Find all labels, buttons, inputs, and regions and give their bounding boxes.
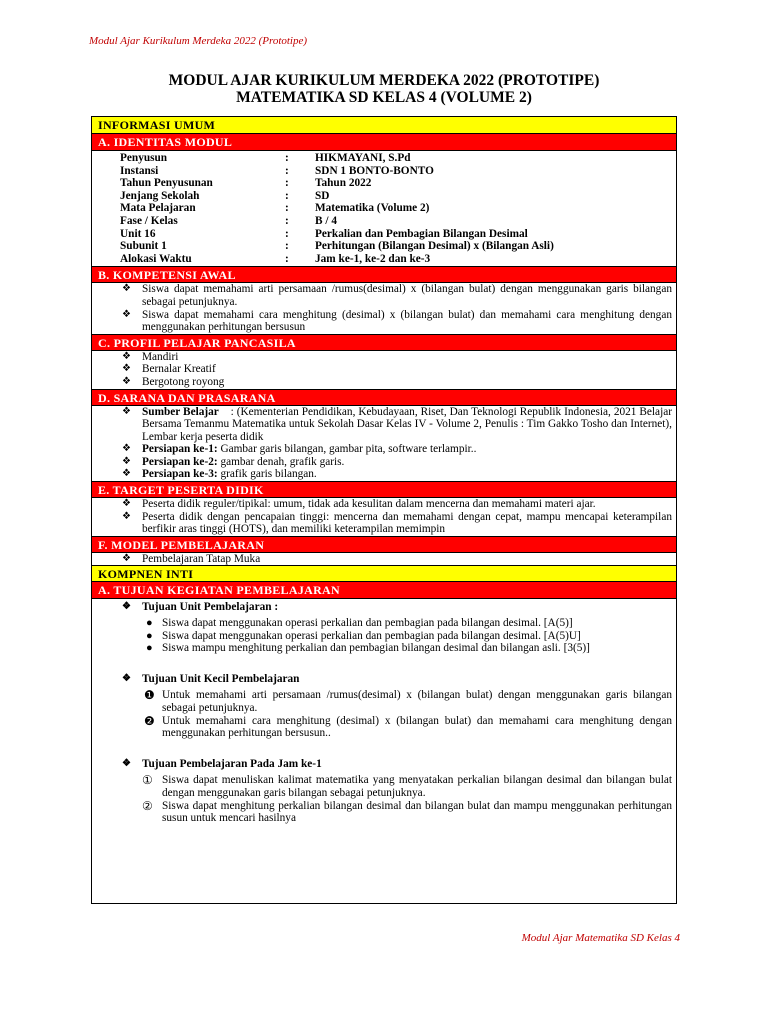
list-item: ❖ Sumber Belajar : (Kementerian Pendidikan, Kebudayaan, Riset, Dan Teknologi Republik Indonesia, 2021 Belajar Bersama Temanmu Matematika untuk Sekolah Dasar Kelas IV - Volume 2, Penulis : Tim Gakko Tosho dan Internet), Lembar kerja peserta didik	[122, 405, 672, 443]
bullet-icon: ●	[146, 642, 153, 655]
tujuan-kecil-label: ❖ Tujuan Unit Kecil Pembelajaran	[122, 672, 300, 685]
identitas-row: Instansi : SDN 1 BONTO-BONTO	[120, 164, 434, 177]
profil-heading: C. PROFIL PELAJAR PANCASILA	[92, 334, 676, 351]
list-item: ❖ Peserta didik dengan pencapaian tinggi: mencerna dan memahami dengan cepat, mampu mencapai keterampilan berfikir aras tinggi (HOTS), dan memiliki keterampilan memimpin	[122, 510, 672, 536]
diamond-bullet-icon: ❖	[122, 510, 131, 522]
target-section	[92, 498, 676, 536]
tujuan-jam-label: ❖ Tujuan Pembelajaran Pada Jam ke-1	[122, 757, 322, 770]
diamond-bullet-icon: ❖	[122, 350, 131, 362]
target-heading: E. TARGET PESERTA DIDIK	[92, 481, 676, 498]
diamond-bullet-icon: ❖	[122, 283, 131, 295]
list-item: ❖ Persiapan ke-3: grafik garis bilangan.	[122, 468, 317, 481]
list-item: ❖ Siswa dapat memahami arti persamaan /rumus(desimal) x (bilangan bulat) dengan menggunakan garis bilangan sebagai petunjuknya.	[122, 283, 672, 308]
identitas-row: Subunit 1 : Perhitungan (Bilangan Desimal) x (Bilangan Asli)	[120, 240, 554, 253]
list-item: ① Siswa dapat menuliskan kalimat matematika yang menyatakan perkalian bilangan desimal dan bilangan bulat dengan menggunakan garis bilangan sebagai petunjuknya.	[142, 773, 672, 799]
list-item: ❖ Pembelajaran Tatap Muka	[122, 552, 261, 565]
model-heading: F. MODEL PEMBELAJARAN	[92, 536, 676, 553]
sarana-section	[92, 406, 676, 482]
diamond-bullet-icon: ❖	[122, 308, 131, 320]
list-item: ❖ Siswa dapat memahami cara menghitung (desimal) x (bilangan bulat) dan memahami cara menghitung dengan menggunakan perhitungan bersusun	[122, 308, 672, 334]
list-item: ● Siswa dapat menggunakan operasi perkalian dan pembagian pada bilangan desimal. [A(5)]	[146, 617, 573, 630]
list-item: ❖ Bernalar Kreatif	[122, 363, 216, 376]
list-item: ② Siswa dapat menghitung perkalian bilangan desimal dan bilangan bulat dan mampu menggunakan perhitungan susun untuk mencari hasilnya	[142, 798, 672, 825]
diamond-bullet-icon: ❖	[122, 375, 131, 387]
list-item: ❖ Persiapan ke-1: Gambar garis bilangan, gambar pita, software terlampir..	[122, 443, 477, 456]
list-item: ● Siswa mampu menghitung perkalian dan pembagian bilangan desimal dan bilangan asli. [3(5)]	[146, 642, 590, 655]
list-item: ❖ Bergotong royong	[122, 375, 225, 388]
list-item: ❖ Peserta didik reguler/tipikal: umum, tidak ada kesulitan dalam mencerna dan memahami materi ajar.	[122, 498, 596, 511]
document-title: MODUL AJAR KURIKULUM MERDEKA 2022 (PROTOTIPE)	[168, 72, 600, 89]
identitas-heading: A. IDENTITAS MODUL	[92, 134, 676, 151]
module-table	[91, 116, 677, 904]
list-item: ● Siswa dapat menggunakan operasi perkalian dan pembagian pada bilangan desimal. [A(5)U]	[146, 629, 581, 642]
identitas-row: Tahun Penyusunan : Tahun 2022	[120, 177, 372, 190]
list-item: ❷ Untuk memahami cara menghitung (desimal) x (bilangan bulat) dan memahami cara menghitung dengan menggunakan perhitungan bersusun..	[144, 713, 672, 740]
profil-section	[92, 351, 676, 389]
tujuan-unit-label: ❖ Tujuan Unit Pembelajaran :	[122, 601, 279, 614]
bullet-icon: ●	[146, 617, 153, 630]
identitas-row: Penyusun : HIKMAYANI, S.Pd	[120, 152, 411, 164]
identitas-section	[92, 151, 676, 266]
tujuan-heading: A. TUJUAN KEGIATAN PEMBELAJARAN	[92, 582, 676, 599]
sarana-heading: D. SARANA DAN PRASARANA	[92, 389, 676, 406]
identitas-row: Unit 16 : Perkalian dan Pembagian Bilangan Desimal	[120, 227, 528, 240]
list-item: ❶ Untuk memahami arti persamaan /rumus(desimal) x (bilangan bulat) dengan menggunakan garis bilangan sebagai petunjuknya.	[144, 688, 672, 714]
komponen-inti-heading: KOMPNEN INTI	[92, 565, 676, 582]
diamond-bullet-icon: ❖	[122, 405, 131, 417]
kompetensi-section	[92, 283, 676, 333]
diamond-bullet-icon: ❖	[122, 468, 131, 480]
diamond-bullet-icon: ❖	[122, 455, 131, 467]
page-header: Modul Ajar Kurikulum Merdeka 2022 (Prototipe)	[89, 35, 308, 47]
tujuan-section	[92, 599, 676, 824]
identitas-row: Jenjang Sekolah : SD	[120, 189, 330, 202]
kompetensi-heading: B. KOMPETENSI AWAL	[92, 266, 676, 283]
diamond-bullet-icon: ❖	[122, 757, 131, 769]
model-section	[92, 553, 676, 566]
diamond-bullet-icon: ❖	[122, 672, 131, 684]
document-subtitle: MATEMATIKA SD KELAS 4 (VOLUME 2)	[236, 89, 532, 106]
informasi-umum-heading: INFORMASI UMUM	[92, 117, 676, 134]
identitas-row: Mata Pelajaran : Matematika (Volume 2)	[120, 202, 430, 215]
page-footer: Modul Ajar Matematika SD Kelas 4	[521, 932, 680, 944]
diamond-bullet-icon: ❖	[122, 363, 131, 375]
list-item: ❖ Mandiri	[122, 350, 179, 363]
list-item: ❖ Persiapan ke-2: gambar denah, grafik garis.	[122, 455, 345, 468]
identitas-row: Alokasi Waktu : Jam ke-1, ke-2 dan ke-3	[120, 252, 431, 265]
identitas-row: Fase / Kelas : B / 4	[120, 214, 337, 227]
diamond-bullet-icon: ❖	[122, 498, 131, 510]
bullet-icon: ●	[146, 629, 153, 642]
diamond-bullet-icon: ❖	[122, 443, 131, 455]
diamond-bullet-icon: ❖	[122, 552, 131, 564]
diamond-bullet-icon: ❖	[122, 601, 131, 613]
